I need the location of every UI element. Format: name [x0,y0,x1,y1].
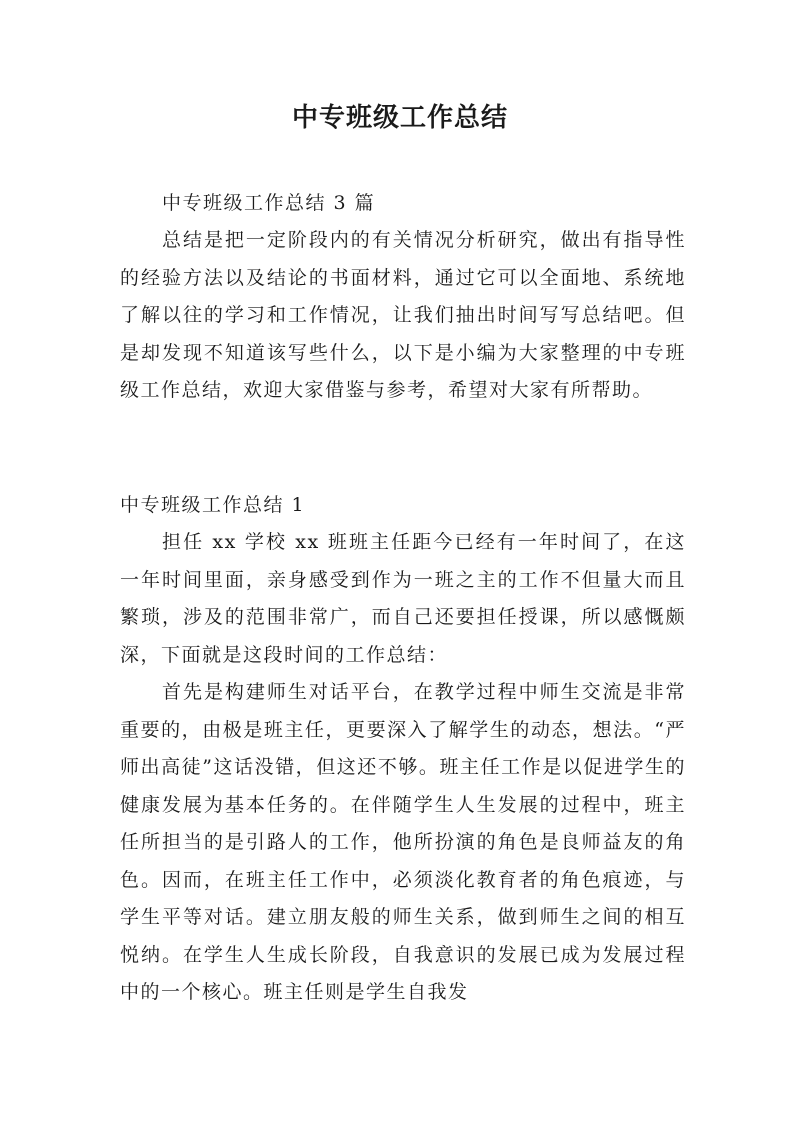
body-paragraph-2: 首先是构建师生对话平台，在教学过程中师生交流是非常重要的，由极是班主任，更要深入了解学生的动态，想法。“严师出高徒”这话没错，但这还不够。班主任工作是以促进学生的健康发展为基本任务的。在伴随学生人生发展的过程中，班主任所担当的是引路人的工作，他所扮演的角色是良师益友的角色。因而，在班主任工作中，必须淡化教育者的角色痕迹，与学生平等对话。建立朋友般的师生关系，做到师生之间的相互悦纳。在学生人生成长阶段，自我意识的发展已成为发展过程中的一个核心。班主任则是学生自我发 [120,681,686,1003]
section-body [120,524,686,1012]
document-title: 中专班级工作总结 [291,103,508,133]
intro-block [120,222,686,410]
section-heading: 中专班级工作总结 1 [120,494,306,516]
body-paragraph-1: 担任 xx 学校 xx 班班主任距今已经有一年时间了，在这一年时间里面，亲身感受到作为一班之主的工作不但量大而且繁琐，涉及的范围非常广，而自己还要担任授课，所以感慨颇深，下面就是这段时间的工作总结： [120,531,686,666]
intro-paragraph: 总结是把一定阶段内的有关情况分析研究，做出有指导性的经验方法以及结论的书面材料，通过它可以全面地、系统地了解以往的学习和工作情况，让我们抽出时间写写总结吧。但是却发现不知道该写些什么，以下是小编为大家整理的中专班级工作总结，欢迎大家借鉴与参考，希望对大家有所帮助。 [120,229,686,401]
document-subtitle: 中专班级工作总结 3 篇 [162,192,376,214]
